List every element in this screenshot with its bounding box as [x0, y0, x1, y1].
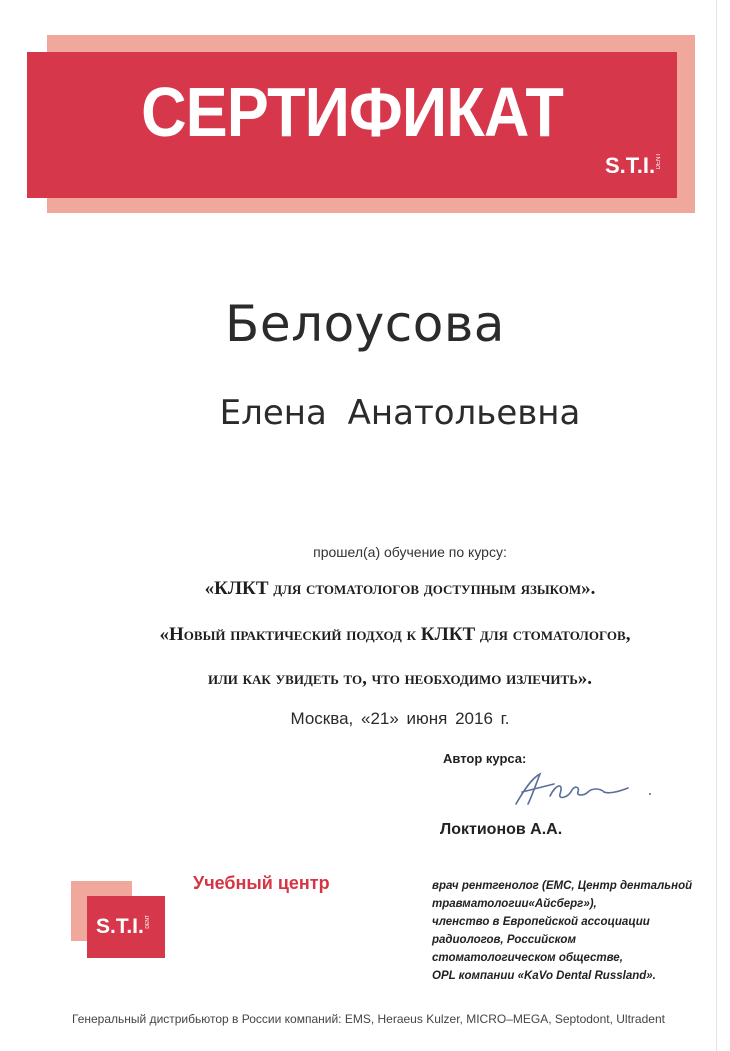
signature-icon: [510, 770, 660, 810]
author-name: Локтионов А.А.: [440, 821, 563, 838]
bio-line: OPL компании «KaVo Dental Russland».: [432, 970, 656, 982]
author-label: Автор курса:: [443, 751, 527, 766]
training-center-label: Учебный центр: [193, 873, 330, 893]
course-title-line-3: или как увидеть то, что необходимо излечить».: [207, 668, 593, 689]
author-bio: [432, 877, 722, 985]
sti-logo-footer: [96, 915, 151, 939]
bio-line: радиологов, Российском: [432, 934, 576, 946]
bio-line: травматологии«Айсберг»),: [432, 898, 597, 910]
distributor-footer: Генеральный дистрибьютор в России компаний: EMS, Heraeus Kulzer, MICRO–MEGA, Septodont, Ultradent: [72, 1012, 665, 1026]
certificate-title: СЕРТИФИКАТ: [141, 73, 563, 151]
bio-line: врач рентгенолог (EMC, Центр дентальной: [432, 880, 693, 892]
dent-label: DENT: [656, 153, 663, 170]
place-date: Москва, «21» июня 2016 г.: [290, 709, 510, 728]
course-title-line-1: «КЛКТ для стоматологов доступным языком».: [204, 578, 596, 599]
course-title-line-2: «Новый практический подход к КЛКТ для стоматологов,: [159, 624, 631, 645]
recipient-surname: Белоусова: [225, 295, 505, 353]
dent-label-footer: DENT: [144, 915, 151, 929]
sti-logo-header: [605, 153, 662, 179]
sti-logo-footer-text: S.T.I.: [96, 915, 144, 938]
bio-line: стоматологическом обществе,: [432, 952, 623, 964]
recipient-given-names: Елена Анатольевна: [219, 393, 581, 433]
course-intro: прошел(а) обучение по курсу:: [313, 544, 507, 560]
sti-logo-text: S.T.I.: [605, 153, 656, 178]
bio-line: членство в Европейской ассоциации: [432, 916, 650, 928]
